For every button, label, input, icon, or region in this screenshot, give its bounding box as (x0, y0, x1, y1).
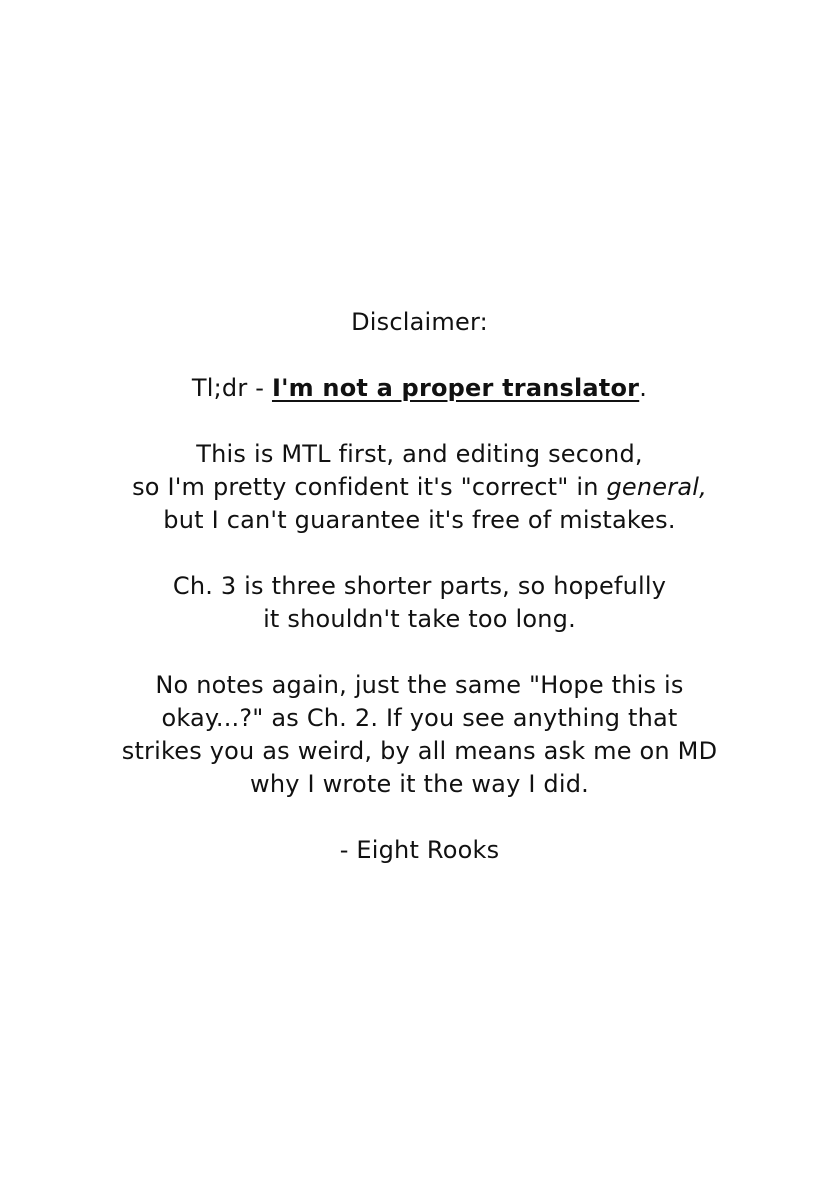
tldr-prefix: Tl;dr - (191, 374, 272, 402)
text-line: why I wrote it the way I did. (250, 770, 589, 798)
text-line: okay...?" as Ch. 2. If you see anything that (161, 704, 678, 732)
disclaimer-text (60, 306, 779, 867)
tldr-suffix: . (639, 374, 648, 402)
text-line: it shouldn't take too long. (263, 605, 576, 633)
text-line: Ch. 3 is three shorter parts, so hopefully (172, 572, 667, 600)
text-line: so I'm pretty confident it's "correct" in general, (132, 473, 707, 501)
tldr-line (60, 372, 779, 405)
signature: - Eight Rooks (339, 836, 500, 864)
paragraph-chapter (60, 570, 779, 636)
tldr-emphasis: I'm not a proper translator (271, 374, 640, 402)
text-line: but I can't guarantee it's free of mistakes. (163, 506, 676, 534)
paragraph-notes (60, 669, 779, 801)
italic-general: general, (606, 473, 707, 501)
text-line: strikes you as weird, by all means ask me on MD (121, 737, 718, 765)
paragraph-mtl (60, 438, 779, 537)
text-line: This is MTL first, and editing second, (196, 440, 643, 468)
text-line: No notes again, just the same "Hope this is (155, 671, 684, 699)
disclaimer-heading: Disclaimer: (351, 308, 488, 336)
